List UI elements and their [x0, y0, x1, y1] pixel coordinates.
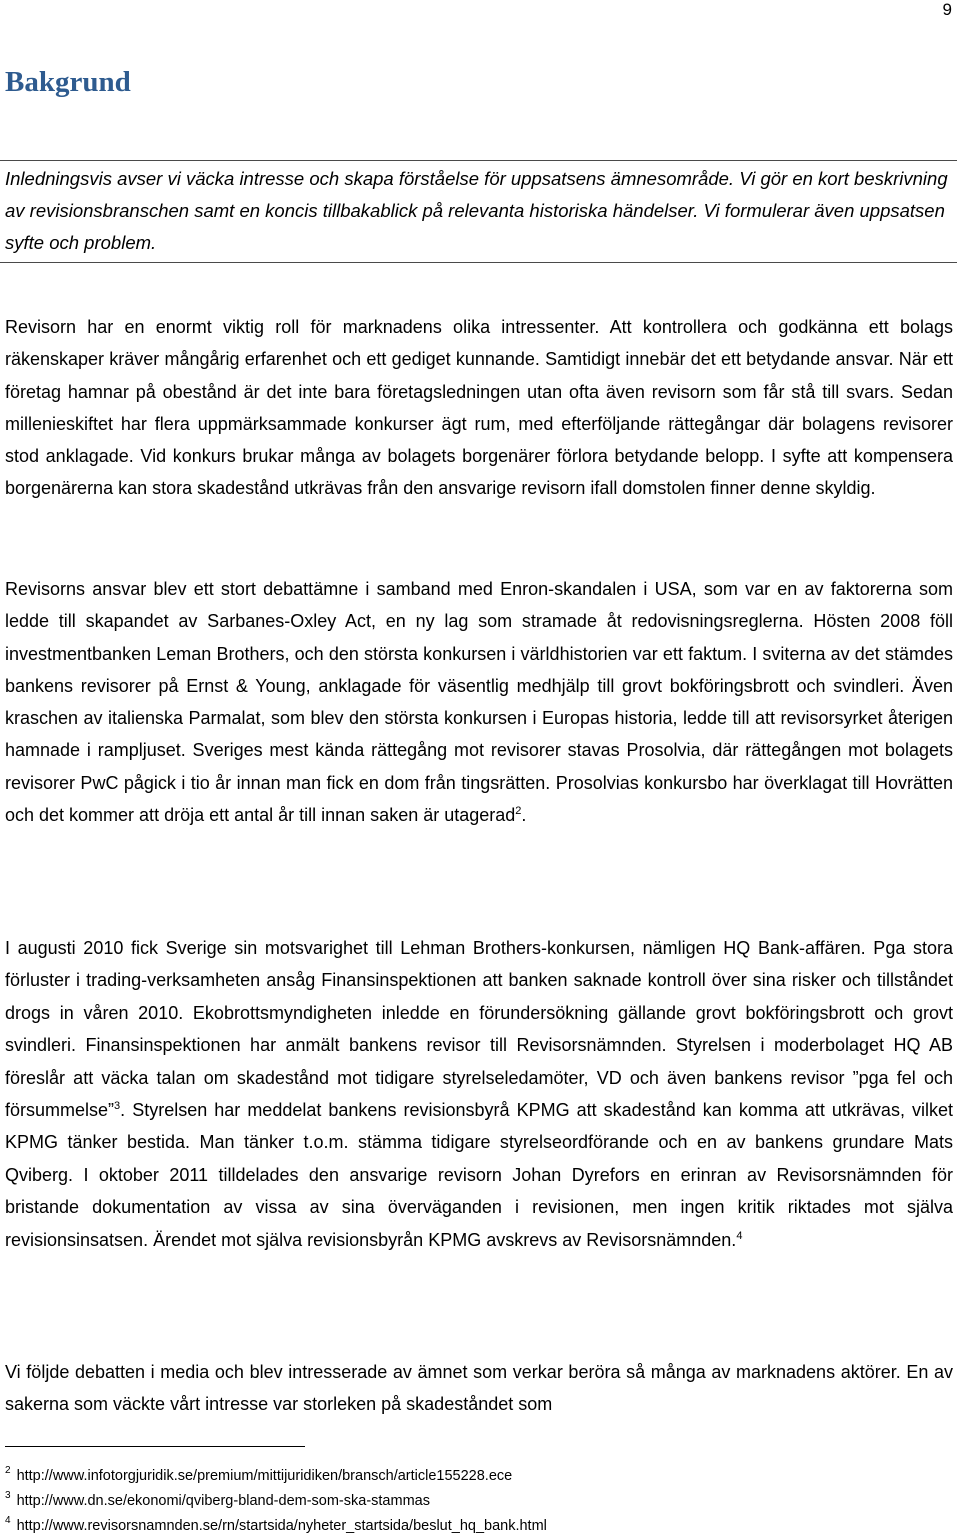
paragraph-2-end: .	[521, 805, 527, 826]
paragraph-3	[5, 932, 953, 1256]
footnote-ref-4: 4	[736, 1229, 743, 1242]
paragraph-2-text: Revisorns ansvar blev ett stort debattämne i samband med Enron-skandalen i USA, som var en av faktorerna som ledde till skapandet av Sarbanes-Oxley Act, en ny lag som stramade åt redovisningsreglerna. Hösten 2008 föll investmentbanken Leman Brothers, och den största konkursen i världhistorien var ett faktum. I sviterna av det stämdes bankens revisorer på Ernst & Young, anklagade för väsentlig medhjälp till grovt bokföringsbrott och svindleri. Även kraschen av italienska Parmalat, som blev den största konkursen i Europas historia, ledde till att revisorsyrket återigen hamnade i rampljuset. Sveriges mest kända rättegång mot revisorer stavas Prosolvia, där rättegången mot bolagets revisorer PwC pågick i tio år innan man fick en dom från tingsrätten. Prosolvias konkursbo har överklagat till Hovrätten och det kommer att dröja ett antal år till innan saken är utagerad	[5, 579, 953, 826]
intro-box	[0, 160, 957, 263]
footnote-link[interactable]: http://www.revisorsnamnden.se/rn/startsida/nyheter_startsida/beslut_hq_bank.html	[16, 1518, 547, 1534]
paragraph-1: Revisorn har en enormt viktig roll för marknadens olika intressenter. Att kontrollera och godkänna ett bolags räkenskaper kräver mångårig erfarenhet och ett gediget kunnande. Samtidigt innebär det ett betydande ansvar. När ett företag hamnar på obestånd är det inte bara företagsledningen utan ofta även revisorn som får stå till svars. Sedan millenieskiftet har flera uppmärksammade konkurser ägt rum, med efterföljande rättegångar där bolagens revisorer stod anklagade. Vid konkurs brukar många av bolagets borgenärer förlora betydande belopp. I syfte att kompensera borgenärerna kan stora skadestånd utkrävas från den ansvarige revisorn ifall domstolen finner denne skyldig.	[5, 317, 953, 499]
page-number: 9	[942, 0, 952, 19]
footnote-separator	[5, 1446, 305, 1447]
footnote-number: 4	[5, 1515, 11, 1526]
section-heading: Bakgrund	[5, 66, 131, 98]
footnote-item	[5, 1508, 945, 1533]
footnote-link[interactable]: http://www.infotorgjuridik.se/premium/mittijuridiken/bransch/article155228.ece	[16, 1468, 513, 1484]
footnote-number: 3	[5, 1490, 11, 1501]
footnote-item	[5, 1458, 945, 1483]
intro-text: Inledningsvis avser vi väcka intresse och skapa förståelse för uppsatsens ämnesområde. Vi gör en kort beskrivning av revisionsbranschen samt en koncis tillbakablick på relevanta historiska händelser. Vi formulerar även uppsatsen syfte och problem.	[5, 168, 948, 253]
footnote-list	[5, 1458, 945, 1533]
paragraph-2	[5, 573, 953, 831]
footnote-item	[5, 1483, 945, 1508]
footnote-ref-2: 2	[515, 805, 522, 818]
footnote-link[interactable]: http://www.dn.se/ekonomi/qviberg-bland-dem-som-ska-stammas	[16, 1493, 430, 1509]
footnote-number: 2	[5, 1465, 11, 1476]
footnote-ref-3: 3	[114, 1100, 121, 1113]
paragraph-3-text-b: . Styrelsen har meddelat bankens revisionsbyrå KPMG att skadestånd kan komma att utkrävas, vilket KPMG tänker bestida. Man tänker t.o.m. stämma tidigare styrelseordförande och en av bankens grundare Mats Qviberg. I oktober 2011 tilldelades den ansvarige revisorn Johan Dyrefors en erinran av Revisorsnämnden för bristande dokumentation av vissa av sina överväganden i revisionen, men ingen kritik riktades mot själva revisionsinsatsen. Ärendet mot själva revisionsbyrån KPMG avskrevs av Revisorsnämnden.	[5, 1100, 953, 1250]
paragraph-4: Vi följde debatten i media och blev intresserade av ämnet som verkar beröra så många av marknadens aktörer. En av sakerna som väckte vårt intresse var storleken på skadeståndet som	[5, 1362, 953, 1415]
paragraph-3-text-a: I augusti 2010 fick Sverige sin motsvarighet till Lehman Brothers-konkursen, nämligen HQ Bank-affären. Pga stora förluster i trading-verksamheten ansåg Finansinspektionen att banken saknade kontroll över sina risker och tillståndet drogs in våren 2010. Ekobrottsmyndigheten inledde en förundersökning gällande grovt bokföringsbrott och grovt svindleri. Finansinspektionen har anmält bankens revisor till Revisorsnämnden. Styrelsen i moderbolaget HQ AB föreslår att väcka talan om skadestånd mot tidigare styrelseledamöter, VD och även bankens revisor ”pga fel och försummelse”	[5, 938, 953, 1121]
